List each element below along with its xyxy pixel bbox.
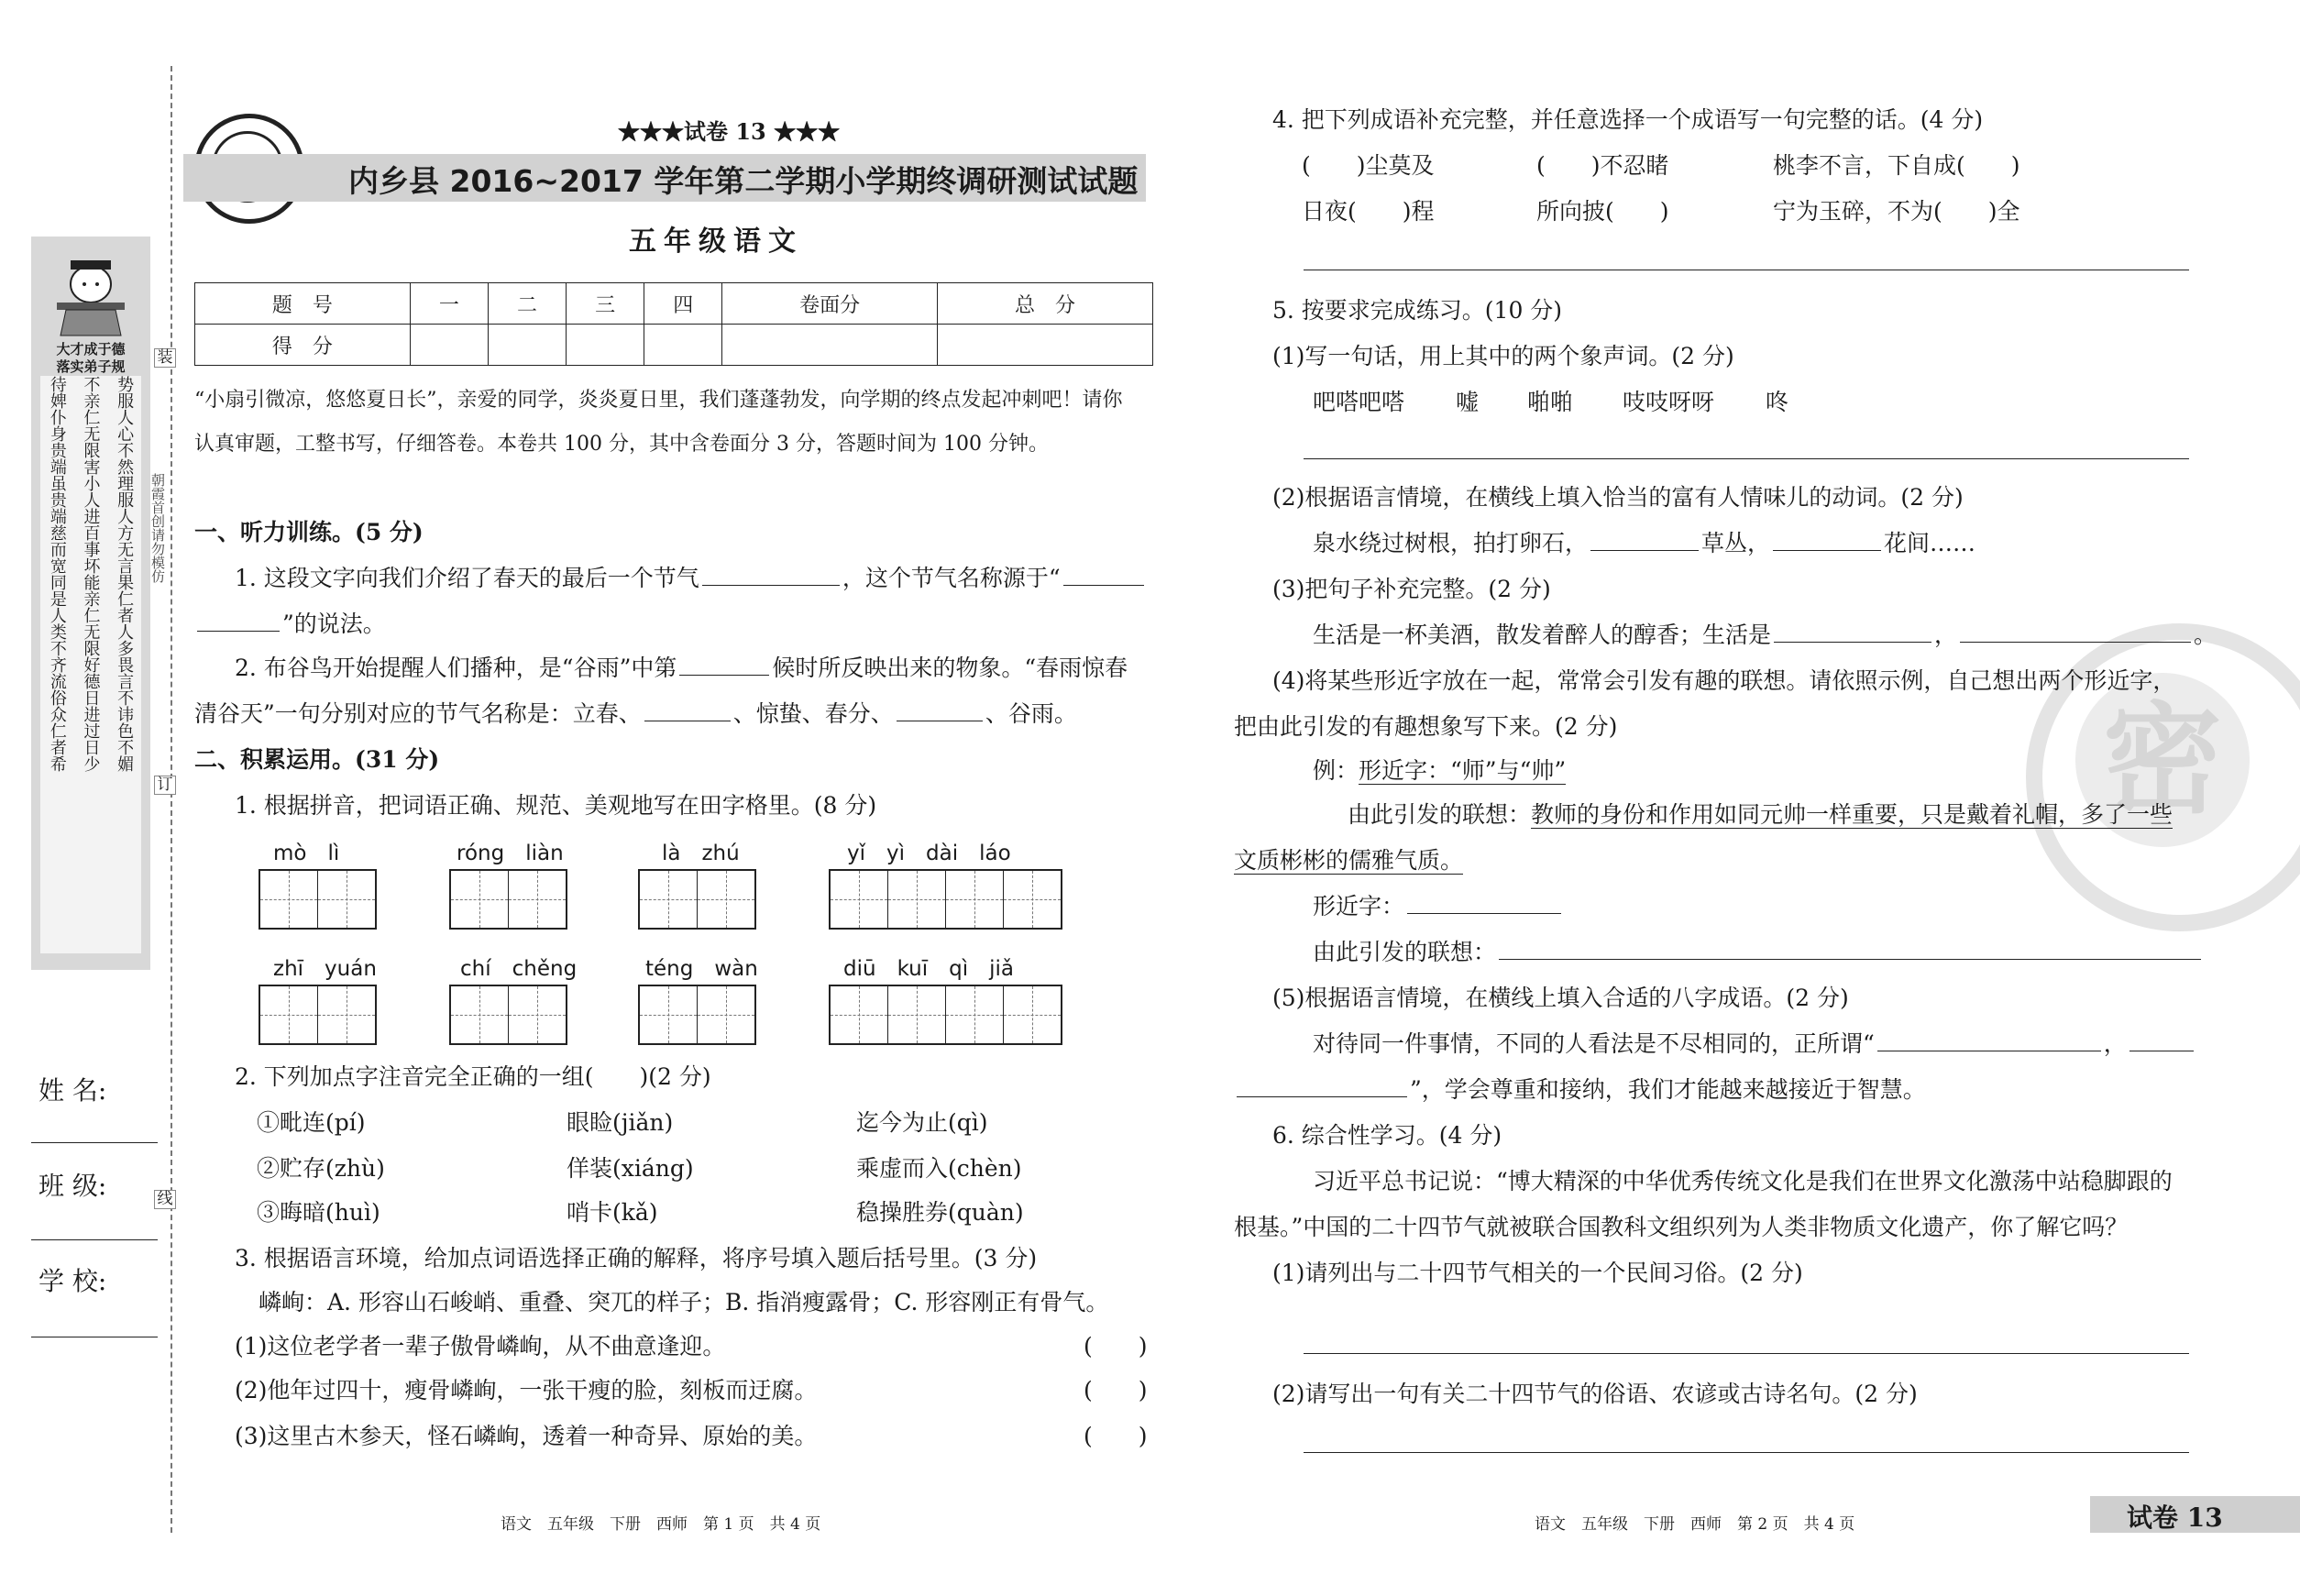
tianzige-grid[interactable] <box>259 985 377 1045</box>
answer-line[interactable] <box>1304 458 2189 459</box>
school-label: 学 校: <box>39 1266 107 1296</box>
q3-item: (3)这里古木参天，怪石嶙峋，透着一种奇异、原始的美。 <box>235 1423 818 1449</box>
section2-heading: 二、积累运用。(31 分) <box>194 746 440 773</box>
copyright-note: 朝霞首创请勿模仿 <box>149 473 166 583</box>
exam-title: 内乡县 2016~2017 学年第二学期小学期终调研测试试题 <box>348 163 1139 199</box>
score-header-cell: 四 <box>644 283 722 325</box>
pinyin: là zhú <box>662 842 740 865</box>
score-header-cell: 三 <box>567 283 644 325</box>
q3-item: (2)他年过四十，瘦骨嶙峋，一张干瘦的脸，刻板而迂腐。 <box>235 1377 818 1403</box>
name-field[interactable] <box>31 1142 158 1143</box>
answer-bracket[interactable]: ( ) <box>1084 1377 1148 1403</box>
s2-q3: 3. 根据语言环境，给加点词语选择正确的解释，将序号填入题后括号里。(3 分) <box>235 1245 1038 1271</box>
q3-item: (1)这位老学者一辈子傲骨嶙峋，从不曲意逢迎。 <box>235 1333 726 1359</box>
fold-label-zhuang: 装 <box>154 348 176 368</box>
idiom: ( )尘莫及 <box>1302 152 1435 179</box>
example: 例：形近字：“师”与“帅” <box>1313 757 1567 784</box>
sidebar-motto: 大才成于德 落实弟子规 <box>56 341 126 375</box>
q2-option: ①毗连(pí) <box>257 1109 366 1136</box>
tianzige-grid[interactable] <box>259 869 377 930</box>
idiom: 桃李不言，下自成( ) <box>1773 152 2020 179</box>
pinyin: mò lì <box>273 842 340 865</box>
q2-option: ③晦暗(huì) <box>257 1199 380 1226</box>
q5-4-cont: 把由此引发的有趣想象写下来。(2 分) <box>1234 713 1618 740</box>
section1-heading: 一、听力训练。(5 分) <box>194 519 424 545</box>
page-footer: 语文 五年级 下册 西师 第 1 页 共 4 页 <box>501 1515 821 1534</box>
class-field[interactable] <box>31 1239 158 1240</box>
s1-q1: 1. 这段文字向我们介绍了春天的最后一个节气 ，这个节气名称源于“ <box>235 563 1147 594</box>
q2-option: 迄今为止(qì) <box>856 1109 988 1136</box>
answer-blank[interactable] <box>1960 620 2191 643</box>
q5-5-text: 对待同一件事情，不同的人看法是不尽相同的，正所谓“ ， <box>1313 1029 2196 1060</box>
seal-watermark: 密 <box>2026 623 2300 931</box>
tianzige-grid[interactable] <box>638 869 756 930</box>
q6-1: (1)请列出与二十四节气相关的一个民间习俗。(2 分) <box>1272 1260 1803 1286</box>
score-cell[interactable] <box>938 325 1153 366</box>
dizigui-columns <box>40 376 141 953</box>
pinyin: téng wàn <box>645 957 758 981</box>
q6-2: (2)请写出一句有关二十四节气的俗语、农谚或古诗名句。(2 分) <box>1272 1381 1918 1407</box>
answer-line[interactable] <box>1304 1452 2189 1453</box>
fold-label-ding: 订 <box>154 776 176 795</box>
onomatopoeia: 啪啪 <box>1527 389 1574 415</box>
paper-tab-label: 试卷 13 <box>2127 1502 2223 1533</box>
answer-blank[interactable] <box>1590 528 1699 551</box>
onomatopoeia: 吱吱呀呀 <box>1623 389 1715 415</box>
s2-q2: 2. 下列加点字注音完全正确的一组( )(2 分) <box>235 1063 711 1090</box>
answer-blank[interactable] <box>702 563 840 586</box>
q2-option: ②贮存(zhù) <box>257 1155 385 1182</box>
answer-blank[interactable] <box>1499 937 2201 960</box>
paper-number: ★★★试卷 13 ★★★ <box>618 118 841 145</box>
answer-blank[interactable] <box>644 699 731 721</box>
q5-2-text: 泉水绕过树根，拍打卵石， 草丛， 花间…… <box>1313 530 1976 556</box>
tianzige-grid[interactable] <box>638 985 756 1045</box>
onomatopoeia: 咚 <box>1766 389 1789 415</box>
pinyin: róng liàn <box>457 842 564 865</box>
answer-blank[interactable] <box>2129 1029 2194 1051</box>
example-assoc-cont: 文质彬彬的儒雅气质。 <box>1234 847 1464 874</box>
score-header-cell: 卷面分 <box>722 283 938 325</box>
answer-bracket[interactable]: ( ) <box>1084 1333 1148 1359</box>
onomatopoeia: 吧嗒吧嗒 <box>1313 389 1405 415</box>
answer-blank[interactable] <box>197 609 280 632</box>
q2-option: 乘虚而入(chèn) <box>856 1155 1022 1182</box>
q2-option: 哨卡(kǎ) <box>567 1199 658 1226</box>
answer-blank[interactable] <box>897 699 983 721</box>
fold-line <box>171 66 172 1533</box>
q4: 4. 把下列成语补充完整，并任意选择一个成语写一句完整的话。(4 分) <box>1272 106 1984 133</box>
answer-blank[interactable] <box>1773 528 1881 551</box>
q6-text: 根基。”中国的二十四节气就被联合国教科文组织列为人类非物质文化遗产，你了解它吗？ <box>1234 1214 2129 1240</box>
score-header-cell: 一 <box>410 283 488 325</box>
q6: 6. 综合性学习。(4 分) <box>1272 1122 1502 1149</box>
dizigui-col: 不亲仁无限害小人进百事坏能亲仁无限好德日进过日少 <box>81 376 101 772</box>
class-label: 班 级: <box>39 1171 107 1201</box>
answer-line[interactable] <box>1304 1353 2189 1354</box>
score-cell[interactable] <box>410 325 488 366</box>
score-cell[interactable] <box>722 325 938 366</box>
s1-q2-cont: 清谷天”一句分别对应的节气名称是：立春、 、惊蛰、春分、 、谷雨。 <box>194 700 1077 727</box>
q2-option: 佯装(xiáng) <box>567 1155 694 1182</box>
answer-blank[interactable] <box>1237 1074 1407 1097</box>
answer-blank[interactable] <box>1063 563 1144 586</box>
fold-label-xian: 线 <box>154 1190 176 1209</box>
q5-3: (3)把句子补充完整。(2 分) <box>1272 576 1551 602</box>
intro-line: “小扇引微凉，悠悠夏日长”，亲爱的同学，炎炎夏日里，我们蓬蓬勃发，向学期的终点发起冲刺吧！请你 <box>194 389 1123 412</box>
answer-bracket[interactable]: ( ) <box>1084 1423 1148 1449</box>
form-chars: 形近字： <box>1313 891 1564 922</box>
tianzige-grid[interactable] <box>829 985 1062 1045</box>
score-cell[interactable] <box>567 325 644 366</box>
idiom: 所向披( ) <box>1536 198 1669 225</box>
answer-blank[interactable] <box>1774 620 1931 643</box>
dizigui-col: 势服人心不然理服人方无言果仁者人多畏言不讳色不媚 <box>115 376 135 772</box>
s1-q2: 2. 布谷鸟开始提醒人们播种，是“谷雨”中第 候时所反映出来的物象。“春雨惊春 <box>235 655 1128 681</box>
score-cell[interactable] <box>488 325 566 366</box>
q5: 5. 按要求完成练习。(10 分) <box>1272 297 1563 324</box>
score-header-cell: 二 <box>488 283 566 325</box>
assoc-answer: 由此引发的联想： <box>1313 937 2204 968</box>
exam-subtitle: 五年级语文 <box>629 226 803 258</box>
pinyin: chí chěng <box>460 957 578 981</box>
example-assoc: 由此引发的联想：教师的身份和作用如同元帅一样重要，只是戴着礼帽，多了一些 <box>1348 801 2173 828</box>
q2-option: 眼睑(jiǎn) <box>567 1109 674 1136</box>
score-row-label: 得 分 <box>195 325 411 366</box>
pinyin: yǐ yì dài láo <box>847 842 1011 865</box>
name-label: 姓 名: <box>39 1075 107 1106</box>
tianzige-grid[interactable] <box>449 869 567 930</box>
intro-line: 认真审题，工整书写，仔细答卷。本卷共 100 分，其中含卷面分 3 分，答题时间为 100 分钟。 <box>194 433 1049 456</box>
score-table <box>194 282 1153 366</box>
tianzige-grid[interactable] <box>829 869 1062 930</box>
q5-4: (4)将某些形近字放在一起，常常会引发有趣的联想。请依照示例，自己想出两个形近字， <box>1272 667 2176 694</box>
idiom: 日夜( )程 <box>1302 198 1435 225</box>
s2-q1: 1. 根据拼音，把词语正确、规范、美观地写在田字格里。(8 分) <box>235 792 877 819</box>
tianzige-grid[interactable] <box>449 985 567 1045</box>
q2-option: 稳操胜券(quàn) <box>856 1199 1024 1226</box>
q6-text: 习近平总书记说：“博大精深的中华优秀传统文化是我们在世界文化激荡中站稳脚跟的 <box>1313 1168 2173 1194</box>
pinyin: diū kuī qì jiǎ <box>843 957 1015 981</box>
answer-blank[interactable] <box>679 653 769 676</box>
idiom: 宁为玉碎，不为( )全 <box>1773 198 2020 225</box>
s2-q3-def: 嶙峋：A. 形容山石峻峭、重叠、突兀的样子；B. 指消瘦露骨；C. 形容刚正有骨气。 <box>259 1289 1109 1315</box>
q5-2: (2)根据语言情境，在横线上填入恰当的富有人情味儿的动词。(2 分) <box>1272 484 1964 511</box>
answer-blank[interactable] <box>1877 1029 2101 1051</box>
pinyin: zhī yuán <box>273 957 377 981</box>
q5-5: (5)根据语言情境，在横线上填入合适的八字成语。(2 分) <box>1272 985 1849 1011</box>
onomatopoeia: 嘘 <box>1456 389 1480 415</box>
q5-3-text: 生活是一杯美酒，散发着醉人的醇香；生活是 ， 。 <box>1313 622 2217 648</box>
score-cell[interactable] <box>644 325 722 366</box>
scholar-icon <box>39 248 143 337</box>
score-header-cell: 题 号 <box>195 283 411 325</box>
q5-5-cont: ”，学会尊重和接纳，我们才能越来越接近于智慧。 <box>1234 1074 1926 1106</box>
page-footer: 语文 五年级 下册 西师 第 2 页 共 4 页 <box>1535 1515 1855 1534</box>
q5-1: (1)写一句话，用上其中的两个象声词。(2 分) <box>1272 343 1734 369</box>
idiom: ( )不忍睹 <box>1536 152 1669 179</box>
answer-blank[interactable] <box>1407 891 1561 914</box>
score-header-cell: 总 分 <box>938 283 1153 325</box>
dizigui-col: 待婢仆身贵端虽贵端慈而宽同是人类不齐流俗众仁者希 <box>47 376 67 772</box>
s1-q1-cont: ”的说法。 <box>194 609 386 640</box>
